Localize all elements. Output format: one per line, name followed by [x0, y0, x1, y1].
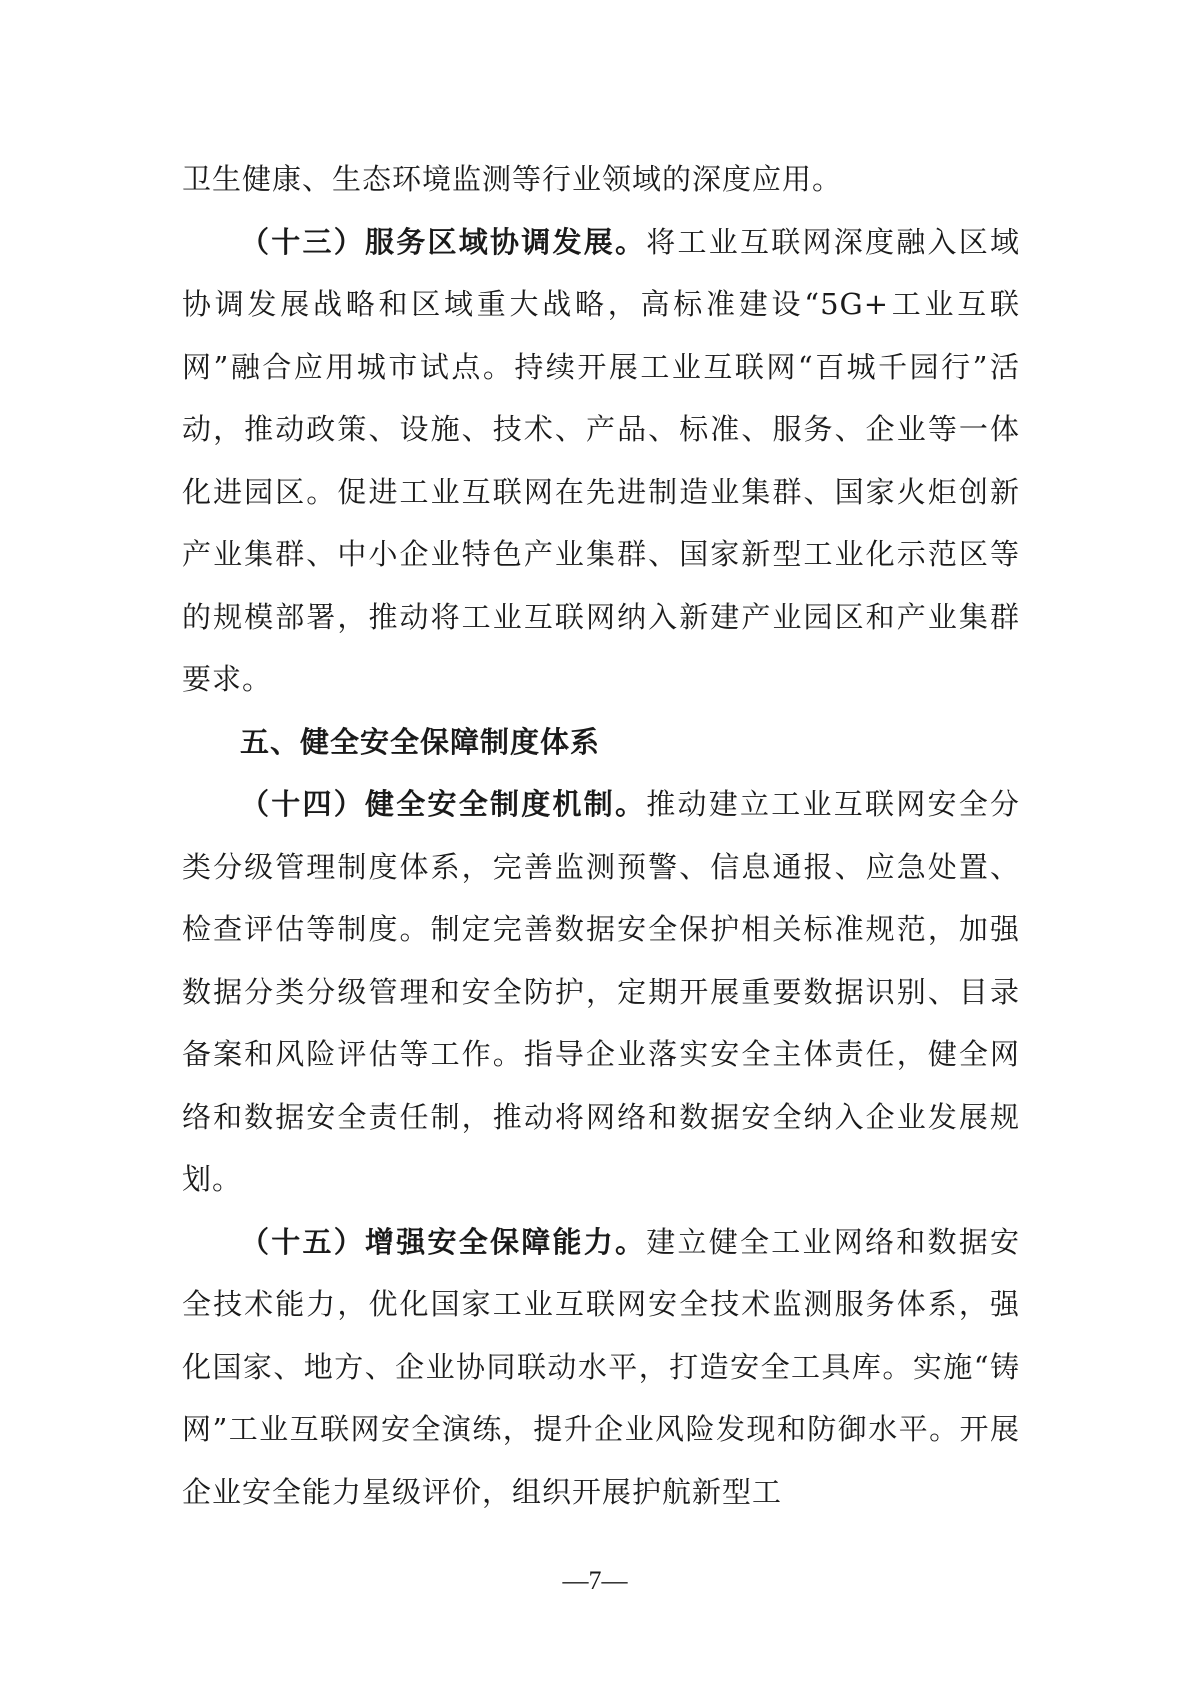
paragraph-lead: （十五）增强安全保障能力。 [240, 1224, 647, 1259]
paragraph-text: 建立健全工业网络和数据安全技术能力，优化国家工业互联网安全技术监测服务体系，强化国家、地方、企业协同联动水平，打造安全工具库。实施“铸网”工业互联网安全演练，提升企业风险发现和防御水平。开展企业安全能力星级评价，组织开展护航新型工 [182, 1224, 1020, 1509]
paragraph-text: 卫生健康、生态环境监测等行业领域的深度应用。 [182, 162, 843, 196]
paragraph-text: 推动建立工业互联网安全分类分级管理制度体系，完善监测预警、信息通报、应急处置、检查评估等制度。制定完善数据安全保护相关标准规范，加强数据分类分级管理和安全防护，定期开展重要数据识别、目录备案和风险评估等工作。指导企业落实安全主体责任，健全网络和数据安全责任制，推动将网络和数据安全纳入企业发展规划。 [182, 787, 1020, 1196]
paragraph-lead: （十三）服务区域协调发展。 [240, 224, 647, 259]
paragraph-lead: （十四）健全安全制度机制。 [240, 787, 647, 821]
section-heading: 五、健全安全保障制度体系 [240, 724, 601, 759]
page-number: —7— [562, 1566, 628, 1595]
paragraph-text: 将工业互联网深度融入区域协调发展战略和区域重大战略，高标准建设“5G+工业互联网”融合应用城市试点。持续开展工业互联网“百城千园行”活动，推动政策、设施、技术、产品、标准、服务、企业等一体化进园区。促进工业互联网在先进制造业集群、国家火炬创新产业集群、中小企业特色产业集群、国家新型工业化示范区等的规模部署，推动将工业互联网纳入新建产业园区和产业集群要求。 [182, 224, 1020, 696]
paragraph-14 [182, 773, 1020, 1211]
paragraph-15 [182, 1211, 1020, 1524]
paragraph-continuation [182, 148, 1020, 211]
document-body [182, 148, 1020, 1523]
paragraph-13 [182, 211, 1020, 711]
